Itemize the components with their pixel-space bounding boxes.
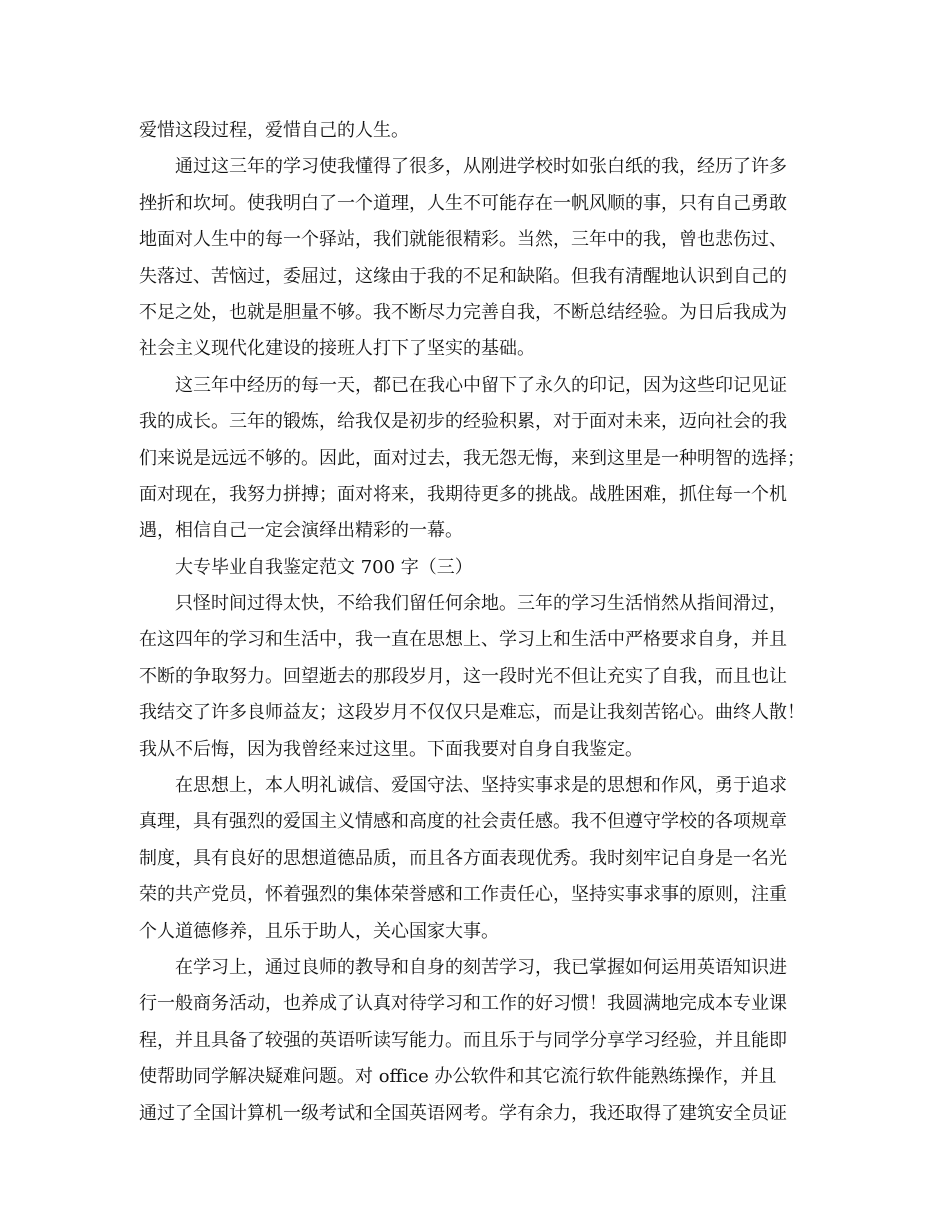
paragraph-start-line: 只怪时间过得太快，不给我们留任何余地。三年的学习生活悄然从指间滑过， (175, 593, 787, 615)
paragraph-start-line: 通过这三年的学习使我懂得了很多，从刚进学校时如张白纸的我，经历了许多 (175, 156, 787, 178)
text-line: 我从不后悔，因为我曾经来过这里。下面我要对自身自我鉴定。 (139, 738, 643, 760)
document-body (139, 113, 821, 1132)
text-line: 程，并且具备了较强的英语听读写能力。而且乐于与同学分享学习经验，并且能即 (139, 1029, 787, 1051)
text-line: 制度，具有良好的思想道德品质，而且各方面表现优秀。我时刻牢记自身是一名光 (139, 847, 787, 869)
text-line: 我的成长。三年的锻炼，给我仅是初步的经验积累，对于面对未来，迈向社会的我 (139, 411, 787, 433)
text-line: 在这四年的学习和生活中，我一直在思想上、学习上和生活中严格要求自身，并且 (139, 629, 787, 651)
text-line: 面对现在，我努力拼搏；面对将来，我期待更多的挑战。战胜困难，抓住每一个机 (139, 483, 787, 505)
paragraph-start-line: 在思想上，本人明礼诚信、爱国守法、坚持实事求是的思想和作风，勇于追求 (175, 775, 787, 797)
paragraph-start-line: 这三年中经历的每一天，都已在我心中留下了永久的印记，因为这些印记见证 (175, 374, 787, 396)
section-heading: 大专毕业自我鉴定范文 700 字（三） (175, 556, 473, 578)
text-line: 们来说是远远不够的。因此，面对过去，我无怨无悔，来到这里是一种明智的选择； (139, 447, 805, 469)
text-line: 使帮助同学解决疑难问题。对 office 办公软件和其它流行软件能熟练操作，并且 (139, 1066, 777, 1088)
text-line: 个人道德修养，且乐于助人，关心国家大事。 (139, 920, 499, 942)
text-line: 不足之处，也就是胆量不够。我不断尽力完善自我，不断总结经验。为日后我成为 (139, 301, 787, 323)
text-line: 失落过、苦恼过，委屈过，这缘由于我的不足和缺陷。但我有清醒地认识到自己的 (139, 265, 787, 287)
text-line: 真理，具有强烈的爱国主义情感和高度的社会责任感。我不但遵守学校的各项规章 (139, 811, 787, 833)
text-line: 地面对人生中的每一个驿站，我们就能很精彩。当然，三年中的我，曾也悲伤过、 (139, 229, 787, 251)
paragraph-start-line: 在学习上，通过良师的教导和自身的刻苦学习，我已掌握如何运用英语知识进 (175, 956, 787, 978)
text-line: 爱惜这段过程，爱惜自己的人生。 (139, 120, 409, 141)
text-line: 遇，相信自己一定会演绎出精彩的一幕。 (139, 520, 463, 542)
text-line: 我结交了许多良师益友；这段岁月不仅仅只是难忘，而是让我刻苦铭心。曲终人散！ (139, 702, 805, 724)
text-line: 挫折和坎坷。使我明白了一个道理，人生不可能存在一帆风顺的事，只有自己勇敢 (139, 192, 787, 214)
text-line: 不断的争取努力。回望逝去的那段岁月，这一段时光不但让充实了自我，而且也让 (139, 665, 787, 687)
text-line: 行一般商务活动，也养成了认真对待学习和工作的好习惯！我圆满地完成本专业课 (139, 993, 787, 1015)
text-line: 通过了全国计算机一级考试和全国英语网考。学有余力，我还取得了建筑安全员证 (139, 1102, 787, 1124)
text-line: 荣的共产党员，怀着强烈的集体荣誉感和工作责任心，坚持实事求事的原则，注重 (139, 884, 787, 906)
text-line: 社会主义现代化建设的接班人打下了坚实的基础。 (139, 338, 535, 360)
